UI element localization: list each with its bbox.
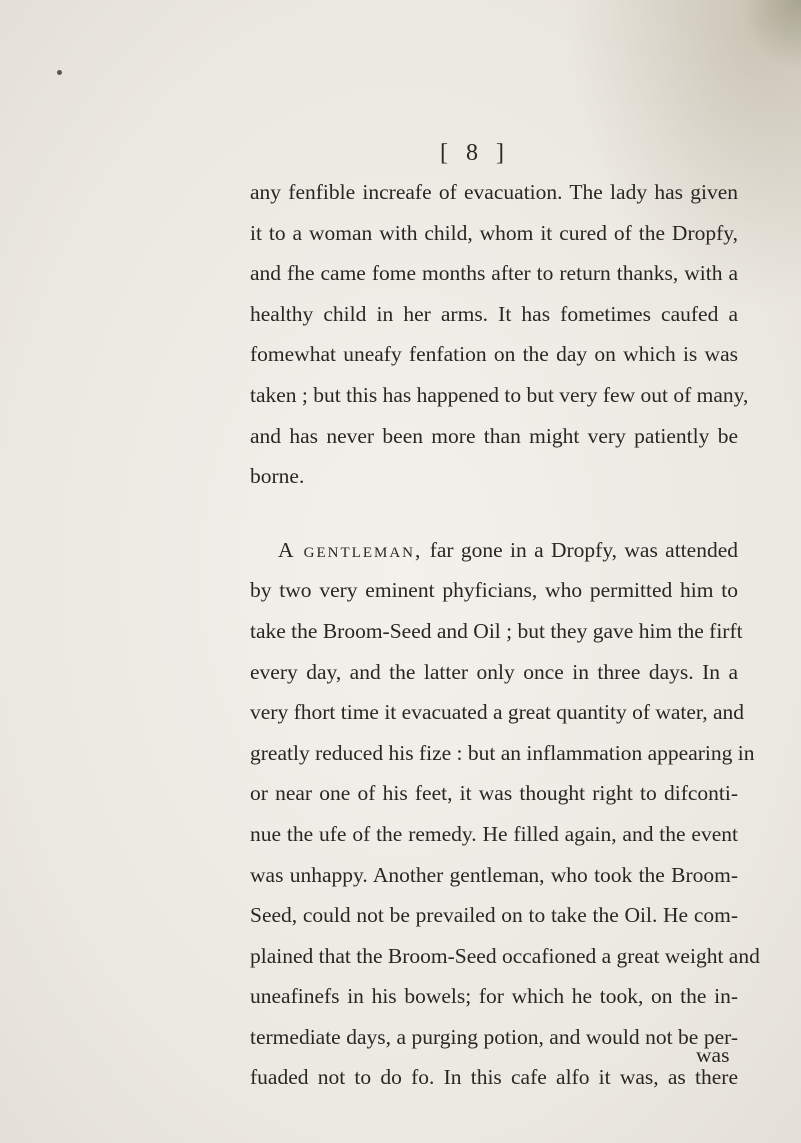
body-text <box>250 172 760 1098</box>
text-line: or near one of his feet, it was thought right to difconti- <box>250 781 738 806</box>
text-line: plained that the Broom-Seed occafioned a great weight and <box>250 943 760 968</box>
small-caps-lead: A gentleman, <box>278 537 423 562</box>
text-line: and has never been more than might very patiently be <box>250 423 738 448</box>
paragraph-gap <box>250 497 738 530</box>
text-line: and fhe came fome months after to return thanks, with a <box>250 261 738 286</box>
text-line: take the Broom-Seed and Oil ; but they gave him the firft <box>250 618 743 643</box>
catchword: was <box>696 1043 730 1067</box>
text-line: very fhort time it evacuated a great quantity of water, and <box>250 700 745 725</box>
line-rest: far gone in a Dropfy, was attended <box>422 537 738 562</box>
text-line: nue the ufe of the remedy. He filled again, and the event <box>250 821 738 846</box>
text-line: any fenfible increafe of evacuation. The lady has given <box>250 180 738 204</box>
text-line <box>250 530 738 571</box>
text-line: was unhappy. Another gentleman, who took the Broom- <box>250 862 738 887</box>
text-line: every day, and the latter only once in three days. In a <box>250 659 738 684</box>
text-line: uneafinefs in his bowels; for which he took, on the in- <box>250 984 738 1009</box>
text-line: greatly reduced his fize : but an inflammation appearing in <box>250 740 755 765</box>
text-line: by two very eminent phyficians, who permitted him to <box>250 578 738 603</box>
text-line: termediate days, a purging potion, and would not be per- <box>250 1024 738 1049</box>
ink-speck <box>57 70 62 75</box>
text-line: Seed, could not be prevailed on to take the Oil. He com- <box>250 903 738 928</box>
page-number: [ 8 ] <box>440 140 510 166</box>
text-line: it to a woman with child, whom it cured of the Dropfy, <box>250 220 738 245</box>
page-stain <box>741 0 801 70</box>
text-line: fuaded not to do fo. In this cafe alfo it was, as there <box>250 1065 738 1090</box>
text-line: borne. <box>250 464 305 489</box>
text-line: fomewhat uneafy fenfation on the day on which is was <box>250 342 738 367</box>
text-line: healthy child in her arms. It has fometimes caufed a <box>250 301 738 326</box>
text-line: taken ; but this has happened to but very few out of many, <box>250 382 749 407</box>
